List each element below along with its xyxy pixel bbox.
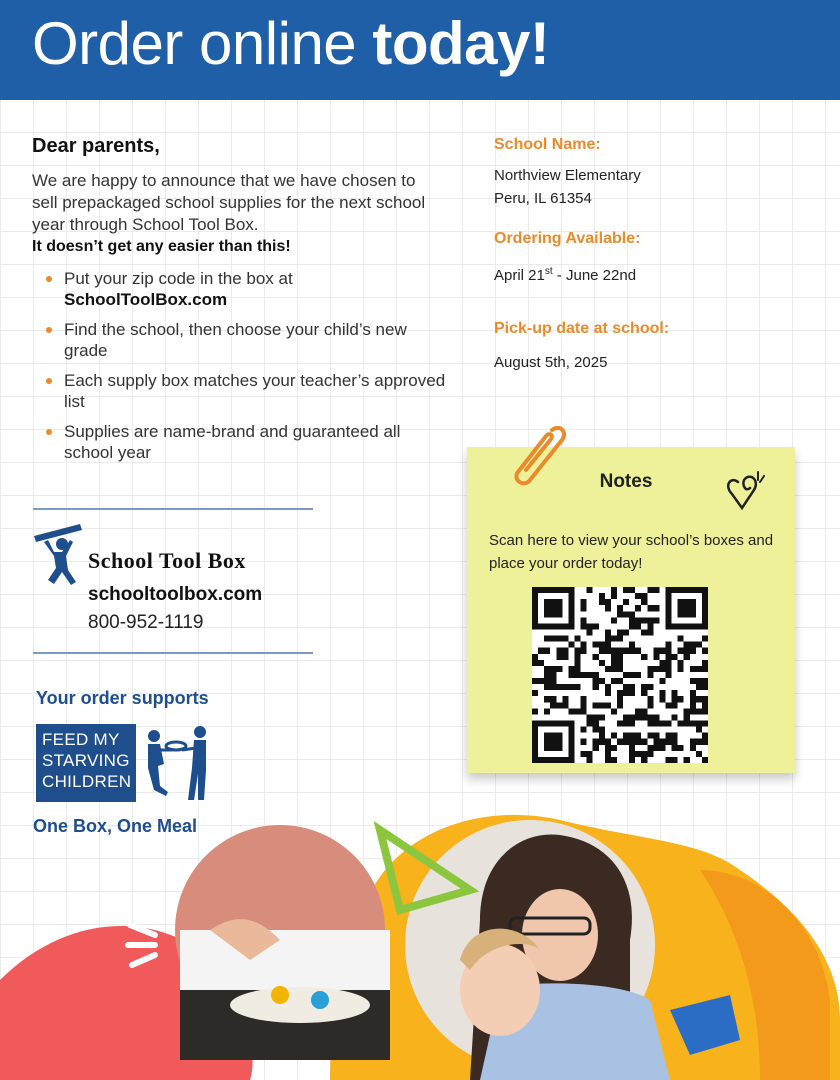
list-item: Supplies are name-brand and guaranteed all school year	[46, 421, 452, 463]
logo-line: FEED MY	[42, 730, 120, 749]
logo-line: CHILDREN	[42, 772, 132, 791]
ordering-label: Ordering Available:	[494, 230, 641, 247]
charity-slogan: One Box, One Meal	[33, 816, 198, 836]
school-name-line: Northview Elementary	[494, 167, 641, 184]
paperclip-icon	[506, 424, 570, 494]
divider	[33, 652, 313, 654]
school-info	[494, 136, 824, 374]
company-name: School Tool Box	[88, 548, 246, 573]
list-item: Find the school, then choose your child’s new grade	[46, 319, 452, 361]
note-text: Scan here to view your school’s boxes and place your order today!	[489, 532, 774, 572]
company-phone: 800-952-1119	[88, 612, 204, 633]
intro-paragraph: We are happy to announce that we have chosen to sell prepackaged school supplies for the next school year through School Tool Box.	[32, 171, 426, 234]
company-url[interactable]: schooltoolbox.com	[88, 584, 263, 605]
logo-line: STARVING	[42, 751, 130, 770]
ordering-dates: April 21st - June 22nd	[494, 266, 637, 284]
letter-section	[32, 135, 452, 472]
charity-logo-text	[36, 724, 136, 802]
heart-doodle-icon	[724, 466, 772, 514]
emphasis-line: It doesn’t get any easier than this!	[32, 238, 291, 255]
feed-my-starving-children-logo	[36, 724, 212, 802]
note-title: Notes	[599, 471, 653, 492]
supports-heading: Your order supports	[36, 688, 209, 708]
bullet-text: Put your zip code in the box at	[64, 269, 293, 288]
website-link[interactable]: SchoolToolBox.com	[64, 290, 228, 309]
bullet-list	[32, 268, 452, 463]
charity-figures-icon	[138, 724, 212, 802]
school-name-label: School Name:	[494, 136, 601, 153]
list-item	[46, 268, 452, 310]
page-title	[32, 10, 550, 77]
company-block	[32, 522, 332, 642]
school-address-line: Peru, IL 61354	[494, 190, 592, 207]
pickup-label: Pick-up date at school:	[494, 320, 670, 337]
pickup-date: August 5th, 2025	[494, 354, 608, 371]
divider	[33, 508, 313, 510]
title-bold: today!	[372, 10, 550, 77]
greeting: Dear parents,	[32, 135, 160, 157]
photo-collage	[0, 800, 840, 1080]
school-tool-box-logo	[32, 522, 84, 588]
header-banner	[0, 0, 840, 100]
title-light: Order online	[32, 10, 373, 77]
list-item: Each supply box matches your teacher’s approved list	[46, 370, 452, 412]
qr-code[interactable]	[532, 587, 708, 763]
